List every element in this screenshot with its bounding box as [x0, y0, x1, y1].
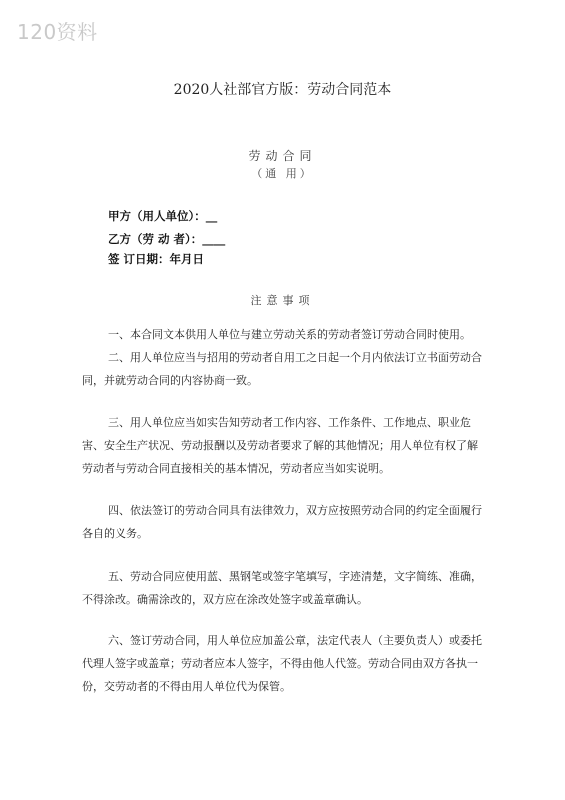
document-title: 2020人社部官方版：劳动合同范本: [173, 82, 392, 98]
note-paragraph-3: 三、用人单位应当如实告知劳动者工作内容、工作条件、工作地点、职业危害、安全生产状况、劳动报酬以及劳动者要求了解的其他情况；用人单位有权了解劳动者与劳动合同直接相关的基本情况，劳动者应当如实说明。: [82, 416, 478, 475]
note-paragraph-6: 六、签订劳动合同，用人单位应加盖公章，法定代表人（主要负责人）或委托代理人签字或盖章；劳动者应本人签字，不得由他人代签。劳动合同由双方各执一份，交劳动者的不得由用人单位代为保管。: [82, 634, 482, 693]
contract-title: 劳动合同: [248, 149, 317, 163]
party-a-field: 甲方（用人单位）：__: [108, 209, 218, 223]
note-paragraph-2: 二、用人单位应当与招用的劳动者自用工之日起一个月内依法订立书面劳动合同，并就劳动合同的内容协商一致。: [82, 351, 482, 387]
note-paragraph-1: 一、本合同文本供用人单位与建立劳动关系的劳动者签订劳动合同时使用。: [108, 328, 471, 341]
sign-date-field: 签 订日期：年月日: [108, 252, 205, 266]
party-b-field: 乙方（劳 动 者）：____: [108, 232, 226, 246]
note-paragraph-5: 五、劳动合同应使用蓝、黑钢笔或签字笔填写，字迹清楚，文字简练、准确，不得涂改。确需涂改的，双方应在涂改处签字或盖章确认。: [82, 570, 482, 606]
watermark-logo: 120资料: [17, 20, 98, 44]
note-paragraph-4: 四、依法签订的劳动合同具有法律效力，双方应按照劳动合同的约定全面履行各自的义务。: [82, 504, 482, 540]
notes-title: 注意事项: [250, 294, 315, 307]
contract-subtitle: （通 用）: [251, 167, 314, 180]
